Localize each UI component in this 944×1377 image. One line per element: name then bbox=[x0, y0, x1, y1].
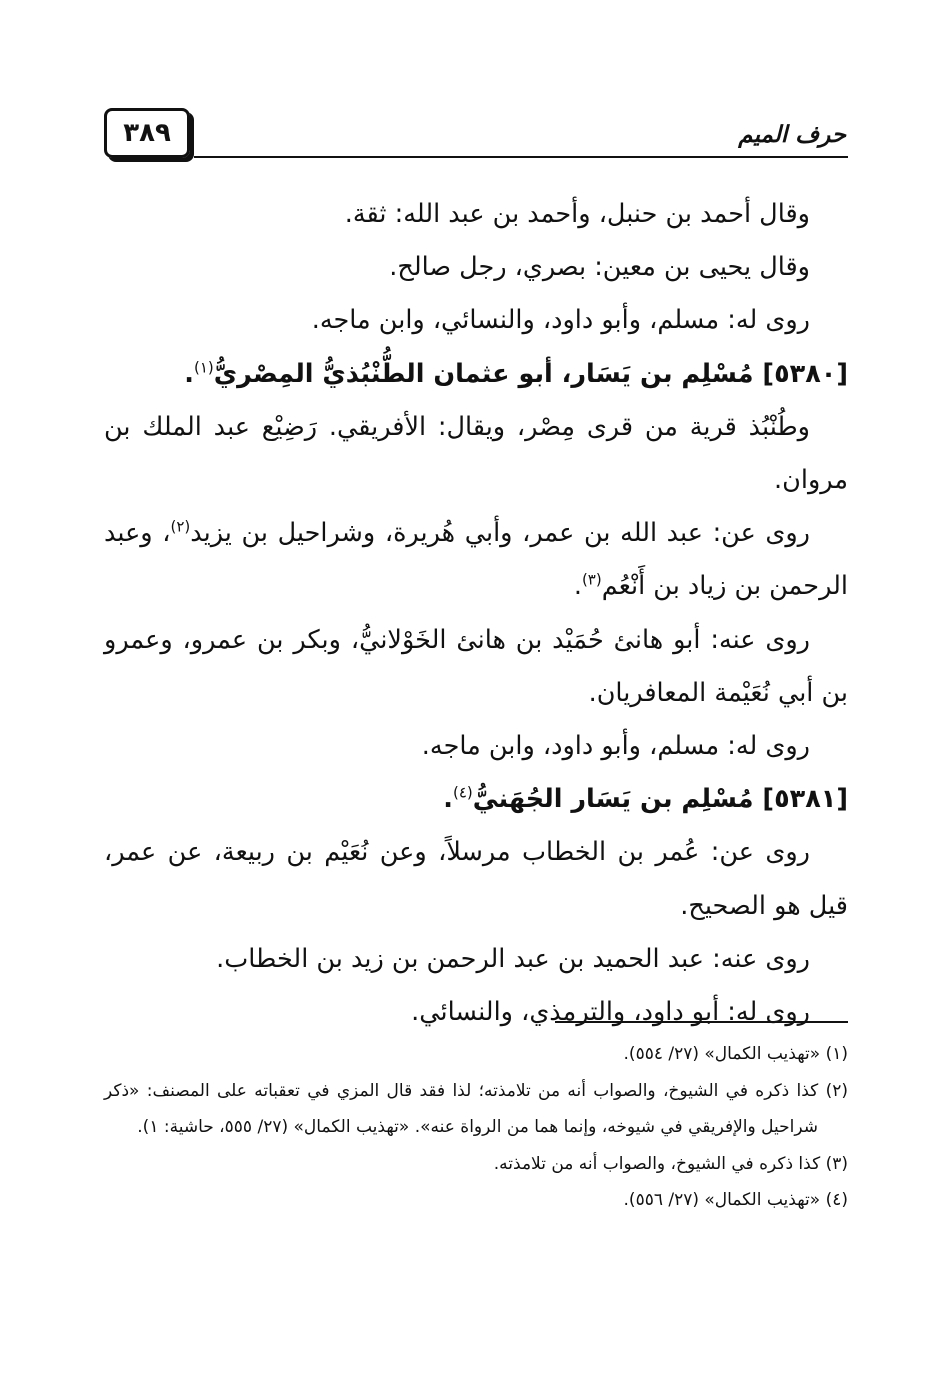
paragraph: وقال يحيى بن معين: بصري، رجل صالح. bbox=[389, 252, 810, 283]
main-text bbox=[104, 188, 848, 1039]
text-segment: . bbox=[573, 571, 582, 602]
paragraph: روى عنه: عبد الحميد بن عبد الرحمن بن زيد بن الخطاب. bbox=[216, 943, 810, 974]
page-header bbox=[104, 98, 848, 156]
entry-title: [٥٣٨١] مُسْلِم بن يَسَار الجُهَنيُّ bbox=[472, 784, 848, 815]
paragraph: روى له: مسلم، وأبو داود، وابن ماجه. bbox=[421, 731, 810, 762]
page-number: ٣٨٩ bbox=[104, 108, 190, 158]
running-title: حرف الميم bbox=[738, 122, 846, 148]
paragraph: روى له: أبو داود، والترمذي، والنسائي. bbox=[411, 997, 810, 1028]
paragraph: وطُنْبُذ قرية من قرى مِصْر، ويقال: الأفريقي. رَضِيْع عبد الملك بن مروان. bbox=[104, 411, 848, 496]
paragraph: روى عنه: أبو هانئ حُمَيْد بن هانئ الخَوْلانيُّ، وبكر بن عمرو، وعمرو بن أبي نُعَيْمة المعافريان. bbox=[104, 624, 848, 708]
text-segment: روى عن: عبد الله بن عمر، وأبي هُريرة، وشراحيل بن يزيد bbox=[190, 518, 810, 549]
footnote-ref: (٣) bbox=[581, 570, 602, 589]
entry-end: . bbox=[443, 784, 453, 815]
paragraph: روى له: مسلم، وأبو داود، والنسائي، وابن ماجه. bbox=[311, 305, 810, 336]
entry-title: [٥٣٨٠] مُسْلِم بن يَسَار، أبو عثمان الطُّنْبُذيُّ المِصْريُّ bbox=[213, 358, 848, 389]
paragraph bbox=[104, 507, 848, 613]
footnote: (١) «تهذيب الكمال» (٢٧/ ٥٥٤). bbox=[623, 1044, 848, 1064]
entry-end: . bbox=[184, 358, 194, 389]
footnote: (٢) كذا ذكره في الشيوخ، والصواب أنه من تلامذته؛ لذا فقد قال المزي في تعقباته على المصنف: «ذكر شراحيل والإفريقي في شيوخه، وإنما هما من الرواة عنه». «تهذيب الكمال» (٢٧/ ٥٥٥، حاشية: ١). bbox=[104, 1080, 848, 1137]
footnote-ref: (٢) bbox=[170, 517, 191, 536]
paragraph: روى عن: عُمر بن الخطاب مرسلاً، وعن نُعَيْم بن ربيعة، عن عمر، قيل هو الصحيح. bbox=[104, 837, 848, 921]
footnote: (٤) «تهذيب الكمال» (٢٧/ ٥٥٦). bbox=[623, 1190, 848, 1210]
entry-heading-5381 bbox=[104, 773, 848, 826]
footnote-ref: (٤) bbox=[452, 783, 473, 802]
text-segment: ، وعبد الرحمن بن زياد بن أَنْعُم bbox=[104, 518, 848, 602]
paragraph: وقال أحمد بن حنبل، وأحمد بن عبد الله: ثقة. bbox=[344, 199, 810, 229]
footnotes bbox=[104, 1036, 848, 1219]
entry-heading-5380 bbox=[104, 348, 848, 401]
footnote-ref: (١) bbox=[193, 358, 214, 377]
footnote: (٣) كذا ذكره في الشيوخ، والصواب أنه من تلامذته. bbox=[493, 1153, 848, 1174]
header-rule bbox=[194, 156, 848, 158]
footnote-rule bbox=[555, 1021, 848, 1023]
